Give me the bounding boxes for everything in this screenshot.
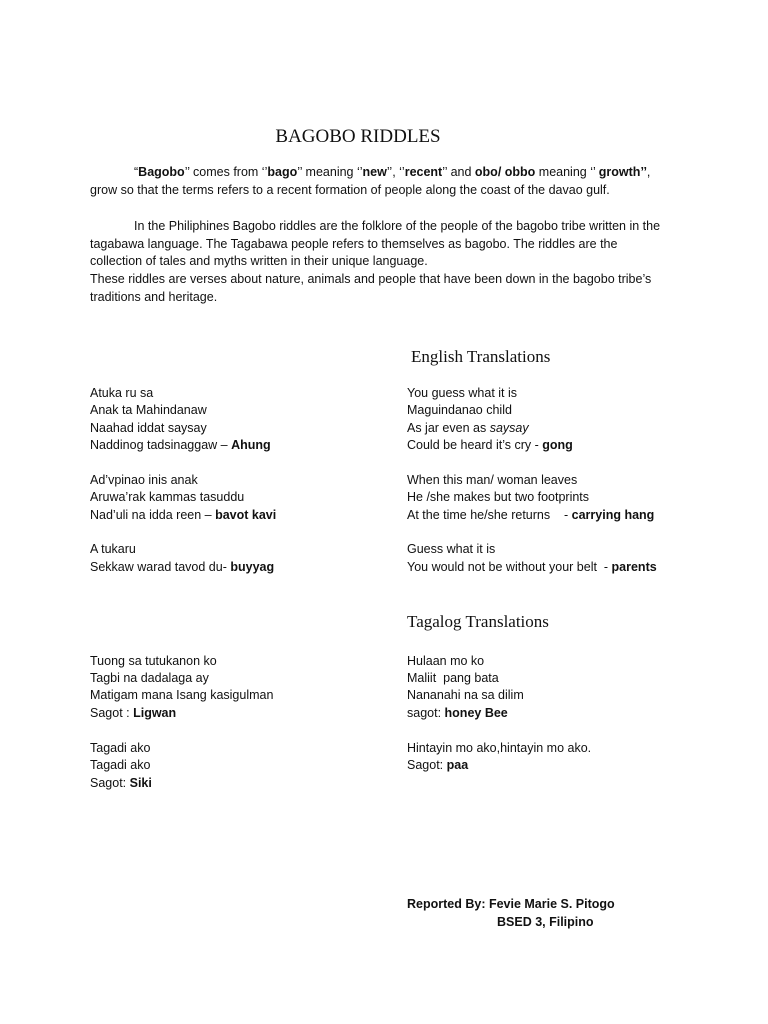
riddle-line: Aruwa’rak kammas tasuddu [90,490,245,504]
intro-paragraph-3 [90,271,670,306]
term-obo: obo/ obbo [474,165,536,179]
translation-line [407,438,573,452]
translation-line [407,706,508,720]
riddle-line [90,508,276,522]
riddle-text: Sekkaw warad tavod du- [90,560,231,574]
translation-text: Could be heard it’s cry - [407,438,543,452]
translation-line: Maliit pang bata [407,671,499,685]
term-bago: bago [267,165,298,179]
riddle-line: Tuong sa tutukanon ko [90,654,217,668]
riddle-line: Tagadi ako [90,741,151,755]
translation-line: Nananahi na sa dilim [407,688,524,702]
translation-line [407,508,654,522]
translation-line [407,421,529,435]
riddle-answer: bavot kavi [215,508,277,522]
riddle-answer: parents [611,560,657,574]
riddle-line: Tagadi ako [90,758,151,772]
term-saysay: saysay [489,421,529,435]
riddle-text: Sagot: [90,776,130,790]
riddle-text: Naddinog tadsinaggaw – [90,438,232,452]
translation-line: Hintayin mo ako,hintayin mo ako. [407,741,592,755]
term-recent: recent [404,165,443,179]
term-growth: growth’’ [598,165,647,179]
translation-text: You would not be without your belt - [407,560,612,574]
intro-text: ’’ and [442,165,475,179]
intro-text: In the Philiphines Bagobo riddles are the folklore of the people of the bagobo tribe written in the tagabawa language. The Tagabawa people refers to themselves as bagobo. The riddles are the collection of tales and myths written in their unique language. [90,219,661,268]
page-title: BAGOBO RIDDLES [275,126,441,147]
riddle-line: Tagbi na dadalaga ay [90,671,209,685]
intro-text: These riddles are verses about nature, animals and people that have been down in the bagobo tribe’s traditions and heritage. [90,272,652,304]
riddle-line [90,776,152,790]
reporter-course: BSED 3, Filipino [497,915,594,929]
riddle-text: Nad’uli na idda reen – [90,508,216,522]
translation-line: You guess what it is [407,386,518,400]
term-new: new [362,165,387,179]
intro-paragraph-1 [90,164,670,199]
translation-text: Sagot: [407,758,447,772]
tagalog-translations-heading: Tagalog Translations [407,612,549,631]
riddle-line: Atuka ru sa [90,386,154,400]
riddle-line: Anak ta Mahindanaw [90,403,207,417]
translation-text: sagot: [407,706,445,720]
translation-line: Hulaan mo ko [407,654,485,668]
riddle-line [90,560,274,574]
intro-paragraph-2 [90,218,670,271]
riddle-answer: Ahung [231,438,271,452]
riddle-line: Matigam mana Isang kasigulman [90,688,274,702]
riddle-text: Sagot : [90,706,134,720]
riddle-answer: Siki [129,776,152,790]
riddle-line: Naahad iddat saysay [90,421,207,435]
translation-text: As jar even as [407,421,490,435]
reporter-name: Reported By: Fevie Marie S. Pitogo [407,897,615,911]
translation-line: Guess what it is [407,542,496,556]
riddle-line [90,706,176,720]
riddle-line [90,438,271,452]
riddle-answer: paa [446,758,469,772]
translation-line [407,560,657,574]
riddle-answer: gong [542,438,573,452]
intro-text: “ [134,165,139,179]
riddle-answer: carrying hang [571,508,655,522]
riddle-line: A tukaru [90,542,136,556]
riddle-answer: buyyag [230,560,275,574]
translation-line: He /she makes but two footprints [407,490,590,504]
translation-line: When this man/ woman leaves [407,473,578,487]
intro-text: meaning ‘’ [535,165,599,179]
translation-text: At the time he/she returns - [407,508,572,522]
intro-text: , grow so that the terms refers to a recent formation of people along the coast of the davao gulf. [90,165,651,197]
translation-line [407,758,468,772]
intro-text: ’’ comes from ‘’ [184,165,268,179]
riddle-answer: honey Bee [444,706,508,720]
term-bagobo: Bagobo [138,165,185,179]
riddle-answer: Ligwan [133,706,177,720]
translation-line: Maguindanao child [407,403,512,417]
english-translations-heading: English Translations [411,347,551,366]
riddle-line: Ad’vpinao inis anak [90,473,198,487]
intro-text: ’’ meaning ‘’ [297,165,363,179]
intro-text: ’’, ‘’ [386,165,405,179]
